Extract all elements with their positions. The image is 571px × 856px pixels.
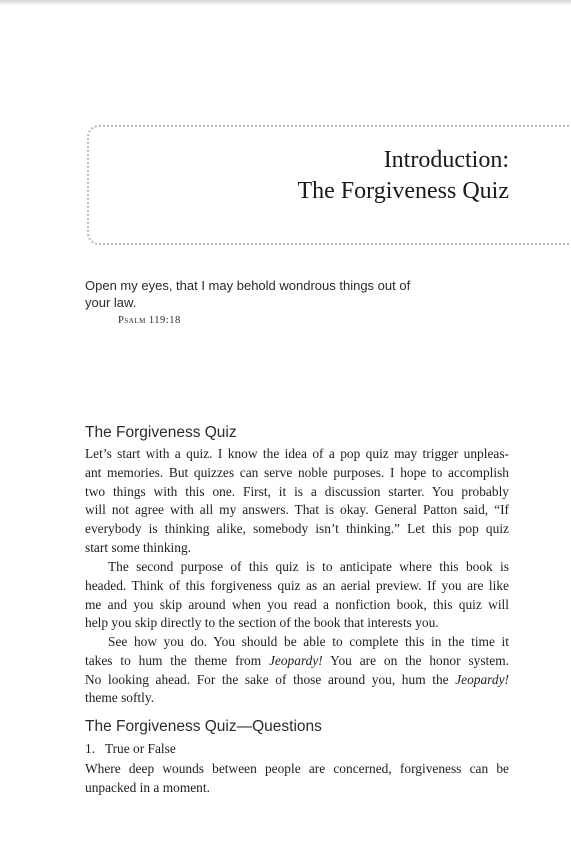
chapter-title [297, 145, 509, 207]
paragraph-3 [85, 633, 509, 708]
paragraph-1 [85, 445, 509, 558]
chapter-title-line1: Introduction: [383, 147, 509, 173]
question-1-label [85, 741, 176, 757]
paragraph-line [85, 671, 509, 690]
paragraph-line: theme softly. [85, 690, 155, 706]
section-heading-questions: The Forgiveness Quiz—Questions [85, 718, 322, 735]
paragraph-line: The second purpose of this quiz is to anticipate where this book is [108, 559, 509, 574]
paragraph-line: See how you do. You should be able to complete this in the time it [108, 634, 509, 649]
section-heading: The Forgiveness Quiz [85, 424, 237, 441]
paragraph-line: everybody is thinking alike, somebody isn’t thinking.” Let this pop quiz [85, 521, 509, 537]
epigraph-line1: Open my eyes, that I may behold wondrous things out of [85, 278, 411, 293]
epigraph-reference [118, 315, 181, 326]
text-run: You are on the honor system. [322, 652, 509, 668]
paragraph-line: Where deep wounds between people are concerned, forgiveness can be [85, 761, 509, 776]
italic-title: Jeopardy! [268, 652, 323, 668]
chapter-title-line2: The Forgiveness Quiz [297, 178, 509, 204]
text-run: takes to hum the theme from [85, 652, 269, 668]
epigraph-ref-verse: 119:18 [148, 315, 181, 326]
paragraph-line: will not agree with all my answers. That is okay. General Patton said, “If [85, 502, 509, 518]
text-run: No looking ahead. For the sake of those around you, hum the [85, 671, 456, 687]
question-1-text [85, 760, 509, 798]
epigraph-line2: your law. [85, 295, 137, 310]
top-shadow [0, 0, 571, 6]
paragraph-line: unpacked in a moment. [85, 779, 210, 795]
paragraph-line: Let’s start with a quiz. I know the idea of a pop quiz may trigger unpleas- [85, 446, 509, 461]
italic-title: Jeopardy! [455, 671, 509, 687]
question-type: True or False [104, 741, 176, 756]
epigraph-ref-book: Psalm [118, 315, 146, 326]
paragraph-line: me and you skip around when you read a nonfiction book, this quiz will [85, 596, 509, 612]
epigraph [85, 277, 425, 311]
paragraph-line: start some thinking. [85, 539, 192, 555]
question-number: 1. [85, 741, 96, 756]
paragraph-2 [85, 558, 509, 633]
paragraph-line: ant memories. But quizzes can serve noble purposes. I hope to accomplish [85, 464, 509, 480]
paragraph-line: help you skip directly to the section of the book that interests you. [85, 615, 439, 631]
paragraph-line: headed. Think of this forgiveness quiz as an aerial preview. If you are like [85, 577, 509, 593]
paragraph-line [85, 652, 509, 671]
paragraph-line: two things with this one. First, it is a discussion starter. You probably [85, 483, 509, 499]
